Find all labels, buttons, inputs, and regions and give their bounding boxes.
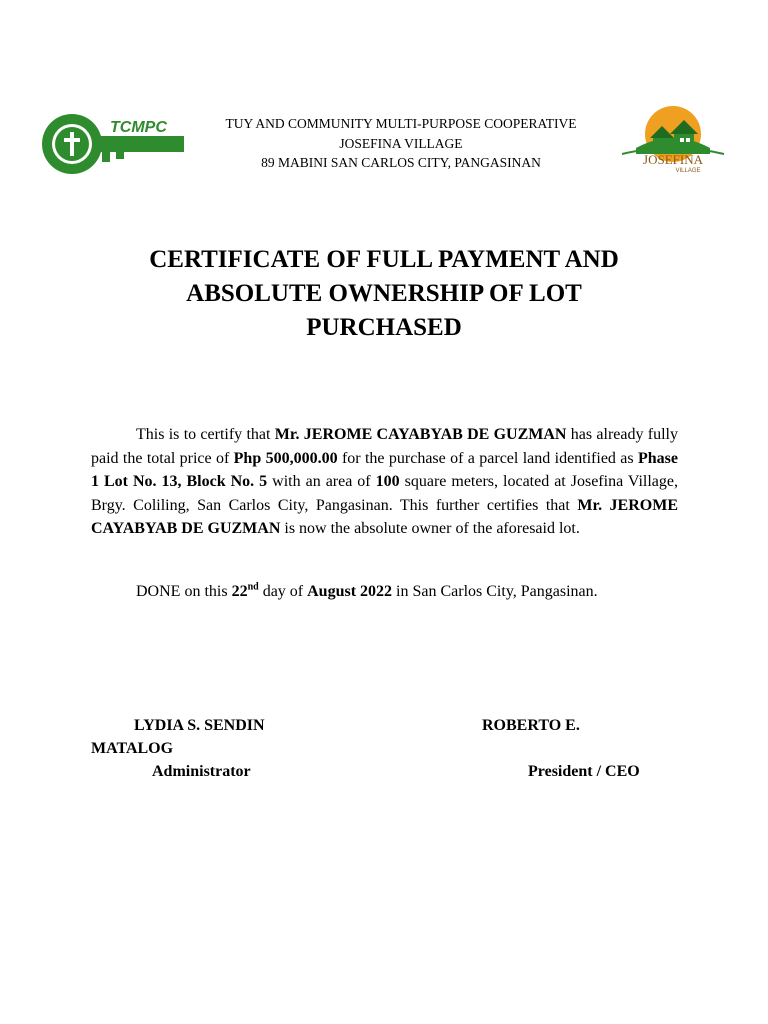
done-line: [136, 580, 696, 603]
owner-name: Mr. JEROME CAYABYAB DE GUZMAN: [274, 426, 567, 443]
done-end: in San Carlos City, Pangasinan.: [392, 583, 598, 600]
header-line-3: 89 MABINI SAN CARLOS CITY, PANGASINAN: [261, 155, 541, 170]
certificate-body: [91, 423, 678, 541]
body-text-5: square meters, located at Josefina Village, Brgy. Coliling, San Carlos City, Pangasinan. This further certifies that: [91, 473, 679, 514]
tcmpc-logo-text: TCMPC: [110, 119, 167, 136]
total-price: Php 500,000.00: [233, 449, 338, 467]
lot-area: 100: [375, 473, 400, 490]
done-day-suffix: nd: [247, 581, 259, 593]
done-prefix: DONE on this: [136, 583, 232, 600]
header-line-1: TUY AND COMMUNITY MULTI-PURPOSE COOPERATIVE: [225, 116, 577, 131]
header-line-2: JOSEFINA VILLAGE: [339, 135, 463, 151]
signatory-left-title: Administrator: [152, 763, 251, 780]
signatory-right-name-part2: MATALOG: [91, 740, 174, 757]
josefina-logo-name: JOSEFINA: [643, 152, 703, 167]
body-text-4: with an area of: [267, 473, 376, 490]
title-line-3: PURCHASED: [306, 314, 462, 341]
signatory-right-title: President / CEO: [528, 763, 640, 780]
signatory-right-name-part1: ROBERTO E.: [482, 717, 580, 734]
lot-identification: Phase 1 Lot No. 13, Block No. 5: [91, 449, 678, 490]
done-month-year: August 2022: [307, 583, 393, 600]
body-text-2: has already fully paid the total price of: [91, 426, 679, 467]
certificate-title: [84, 243, 684, 345]
body-text-1: This is to certify that: [136, 426, 275, 443]
body-text-6: is now the absolute owner of the aforesaid lot.: [280, 520, 580, 537]
title-line-1: CERTIFICATE OF FULL PAYMENT AND: [149, 246, 619, 273]
josefina-village-logo: [618, 98, 728, 174]
title-line-2: ABSOLUTE OWNERSHIP OF LOT: [186, 280, 582, 307]
signatory-left-name: LYDIA S. SENDIN: [134, 717, 265, 734]
josefina-logo-sub: VILLAGE: [675, 168, 701, 174]
owner-name-2: Mr. JEROME CAYABYAB DE GUZMAN: [91, 496, 679, 537]
done-mid: day of: [258, 583, 308, 600]
body-text-3: for the purchase of a parcel land identified as: [337, 449, 638, 467]
letterhead: [200, 114, 602, 173]
done-day: 22: [231, 583, 248, 600]
tcmpc-logo: [40, 112, 190, 176]
